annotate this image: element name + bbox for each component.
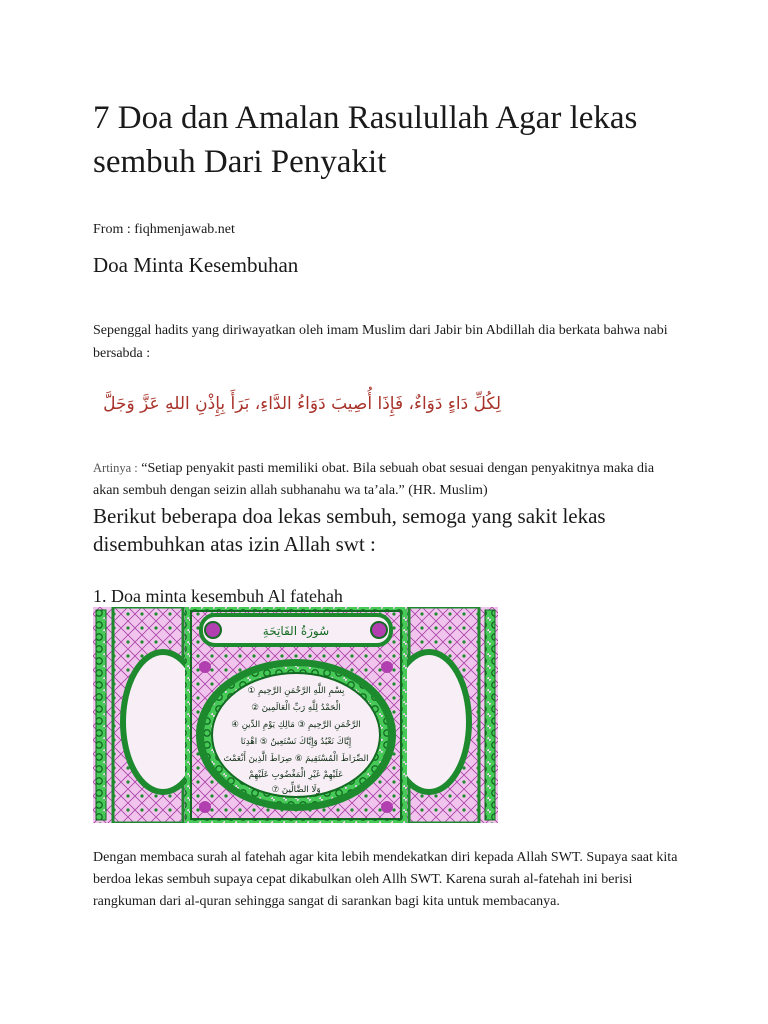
intro-text: Berikut beberapa doa lekas sembuh, semoga yang sakit lekas disembuhkan atas izin Allah swt :	[93, 504, 606, 556]
surah-header-text: سُورَةُ الفَاتِحَةِ	[262, 624, 330, 638]
verse-line: الْحَمْدُ لِلَّهِ رَبِّ الْعَالَمِينَ ②	[251, 703, 341, 713]
translation-paragraph	[93, 457, 683, 502]
verse-line: بِسْمِ اللَّهِ الرَّحْمَنِ الرَّحِيمِ ①	[247, 686, 345, 696]
closing-paragraph: Dengan membaca surah al fatehah agar kita lebih mendekatkan diri kepada Allah SWT. Supaya saat kita berdoa lekas sembuh supaya cepat dikabulkan oleh Allh SWT. Karena surah al-fatehah ini berisi rangkuman dari al-quran sehingga sangat di sarankan bagi kita untuk membacanya.	[93, 850, 678, 909]
hadith-intro: Sepenggal hadits yang diriwayatkan oleh imam Muslim dari Jabir bin Abdillah dia berkata bahwa nabi bersabda :	[93, 323, 668, 361]
verse-line: إِيَّاكَ نَعْبُدُ وَإِيَّاكَ نَسْتَعِينُ ⑤ اهْدِنَا	[240, 737, 352, 747]
arabic-hadith: لِكُلِّ دَاءٍ دَوَاءٌ، فَإِذَا أُصِيبَ دَوَاءُ الدَّاءِ، بَرَأَ بِإِذْنِ اللهِ عَزَّ وَجَلَّ	[103, 394, 501, 414]
item-1-heading: 1. Doa minta kesembuh Al fatehah	[93, 586, 343, 606]
article-title: 7 Doa dan Amalan Rasulullah Agar lekas sembuh Dari Penyakit	[93, 100, 638, 180]
verse-line: الصِّرَاطَ الْمُسْتَقِيمَ ⑥ صِرَاطَ الَّذِينَ أَنْعَمْتَ	[223, 754, 369, 764]
al-fatihah-artwork	[93, 607, 498, 823]
verse-line: عَلَيْهِمْ غَيْرِ الْمَغْضُوبِ عَلَيْهِمْ	[248, 770, 344, 780]
section-heading: Doa Minta Kesembuhan	[93, 253, 299, 277]
center-panel	[185, 607, 407, 823]
source-line: From : fiqhmenjawab.net	[93, 222, 235, 237]
verse-line: الرَّحْمَنِ الرَّحِيمِ ③ مَالِكِ يَوْمِ الدِّينِ ④	[231, 720, 361, 730]
translation-text: “Setiap penyakit pasti memiliki obat. Bila sebuah obat sesuai dengan penyakitnya maka dia akan sembuh dengan seizin allah subhanahu wa ta’ala.” (HR. Muslim)	[93, 461, 655, 498]
verse-line: وَلَا الضَّالِّينَ ⑦	[271, 785, 321, 795]
al-fatihah-image	[93, 607, 498, 823]
translation-label: Artinya :	[93, 461, 138, 475]
